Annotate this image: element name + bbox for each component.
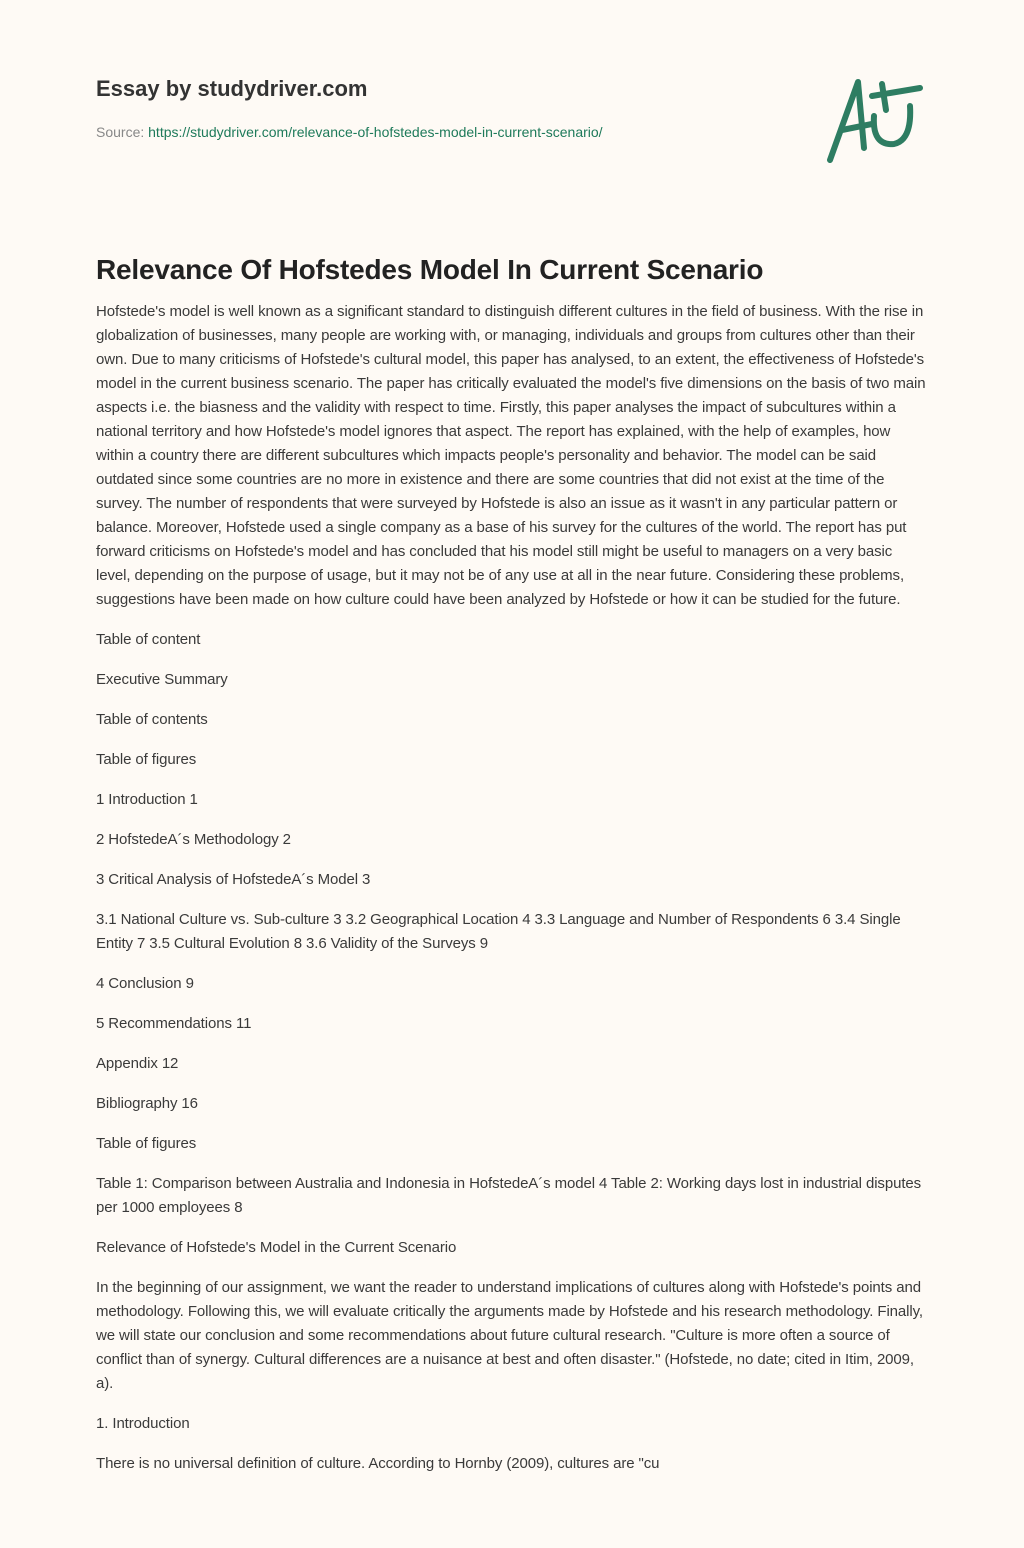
paragraph: 5 Recommendations 11	[96, 1015, 252, 1032]
essay-body	[96, 300, 930, 1476]
paragraph: There is no universal definition of culture. According to Hornby (2009), cultures are "cu	[96, 1455, 660, 1472]
paragraph: Table of content	[96, 631, 201, 648]
paragraph: In the beginning of our assignment, we want the reader to understand implications of cultures along with Hofstede's points and methodology. Following this, we will evaluate critically the arguments made by Hofstede and his research methodology. Finally, we will state our conclusion and some recommendations about future cultural research. "Culture is more often a source of conflict than of synergy. Cultural differences are a nuisance at best and often disaster." (Hofstede, no date; cited in Itim, 2009, a).	[96, 1279, 923, 1392]
paragraph: Relevance of Hofstede's Model in the Current Scenario	[96, 1239, 457, 1256]
paragraph: 4 Conclusion 9	[96, 975, 194, 992]
essay-content	[96, 254, 930, 1492]
paragraph: 3.1 National Culture vs. Sub-culture 3 3.2 Geographical Location 4 3.3 Language and Number of Respondents 6 3.4 Single Entity 7 3.5 Cultural Evolution 8 3.6 Validity of the Surveys 9	[96, 911, 901, 952]
paragraph: Table of figures	[96, 751, 197, 768]
paragraph: Appendix 12	[96, 1055, 179, 1072]
essay-title: Relevance Of Hofstedes Model In Current Scenario	[96, 254, 764, 285]
source-label: Source:	[96, 124, 145, 140]
source-link[interactable]: https://studydriver.com/relevance-of-hofstedes-model-in-current-scenario/	[148, 124, 603, 140]
paragraph: Table of contents	[96, 711, 208, 728]
paragraph: Bibliography 16	[96, 1095, 198, 1112]
paragraph: Hofstede's model is well known as a significant standard to distinguish different cultures in the field of business. With the rise in globalization of businesses, many people are working with, or managing, individuals and groups from cultures other than their own. Due to many criticisms of Hofstede's cultural model, this paper has analysed, to an extent, the effectiveness of Hofstede's model in the current business scenario. The paper has critically evaluated the model's five dimensions on the basis of two main aspects i.e. the biasness and the validity with respect to time. Firstly, this paper analyses the impact of subcultures within a national territory and how Hofstede's model ignores that aspect. The report has explained, with the help of examples, how within a country there are different subcultures which impacts people's personality and behavior. The model can be said outdated since some countries are no more in existence and there are some countries that did not exist at the time of the survey. The number of respondents that were surveyed by Hofstede is also an issue as it wasn't in any particular pattern or balance. Moreover, Hofstede used a single company as a base of his survey for the cultures of the world. The report has put forward criticisms on Hofstede's model and has concluded that his model still might be useful to managers on a very basic level, depending on the purpose of usage, but it may not be of any use at all in the near future. Considering these problems, suggestions have been made on how culture could have been analyzed by Hofstede or how it can be studied for the future.	[96, 303, 926, 608]
a-plus-logo-icon	[820, 68, 930, 168]
source-line	[96, 124, 603, 140]
paragraph: 3 Critical Analysis of HofstedeA´s Model 3	[96, 871, 371, 888]
paragraph: Table 1: Comparison between Australia and Indonesia in HofstedeA´s model 4 Table 2: Working days lost in industrial disputes per 1000 employees 8	[96, 1175, 922, 1216]
paragraph: 1. Introduction	[96, 1415, 190, 1432]
paragraph: 2 HofstedeA´s Methodology 2	[96, 831, 291, 848]
paragraph: Table of figures	[96, 1135, 197, 1152]
paragraph: Executive Summary	[96, 671, 228, 688]
paragraph: 1 Introduction 1	[96, 791, 198, 808]
site-brand: Essay by studydriver.com	[96, 76, 368, 101]
